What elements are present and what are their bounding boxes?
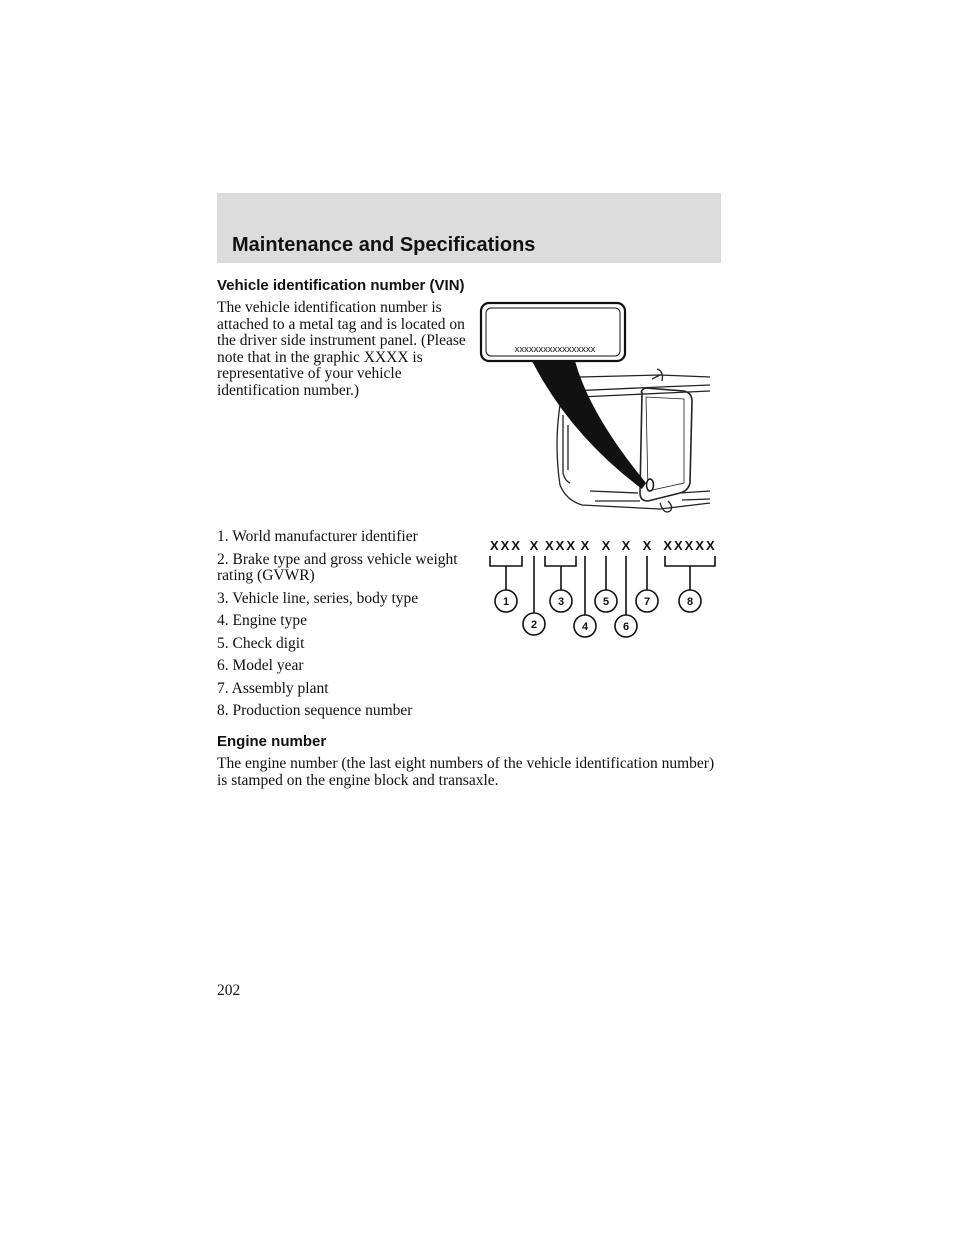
engine-description: The engine number (the last eight numbers of the vehicle identification number) is stamped on the engine block and transaxle. [217,755,715,789]
vin-tag-label: xxxxxxxxxxxxxxxxx [514,344,596,355]
callout-label-1: 1 [502,596,510,608]
callout-label-6: 6 [622,621,630,633]
vin-description: The vehicle identification number is attached to a metal tag and is located on the driver side instrument panel. (Please note that in the graphic XXXX is representative of your vehicle identification number.) [217,299,466,399]
engine-heading: Engine number [217,733,327,750]
legend-item: 5. Check digit [217,634,305,652]
legend-item: 6. Model year [217,657,304,674]
vin-breakdown-diagram [485,532,725,642]
callout-label-3: 3 [557,596,565,608]
tag-pointer [532,361,646,489]
vin-heading: Vehicle identification number (VIN) [217,277,465,294]
callout-label-8: 8 [686,596,694,608]
callout-label-5: 5 [602,596,610,608]
section-header-band [217,193,721,263]
vin-group-2: X [529,538,539,553]
vin-group-3: XXX [544,538,578,553]
page-number: 202 [217,982,241,999]
vin-group-6: X [621,538,631,553]
legend-item: 3. Vehicle line, series, body type [217,589,419,607]
page-title: Maintenance and Specifications [232,234,536,256]
tag-location-marker [647,479,654,491]
legend-item: 1. World manufacturer identifier [217,528,418,545]
vin-location-illustration [470,295,720,520]
vin-legend-list [217,529,477,726]
vin-group-1: XXX [489,538,523,553]
legend-item: 8. Production sequence number [217,702,413,719]
legend-item: 2. Brake type and gross vehicle weight rating (GVWR) [217,550,458,584]
callout-label-4: 4 [581,621,589,633]
vin-group-8: XXXXX [663,538,717,553]
callout-label-7: 7 [643,596,651,608]
legend-item: 4. Engine type [217,612,307,629]
legend-item: 7. Assembly plant [217,679,329,697]
vin-group-4: X [580,538,590,553]
vin-group-5: X [601,538,611,553]
callout-label-2: 2 [530,619,538,631]
vin-group-7: X [642,538,652,553]
